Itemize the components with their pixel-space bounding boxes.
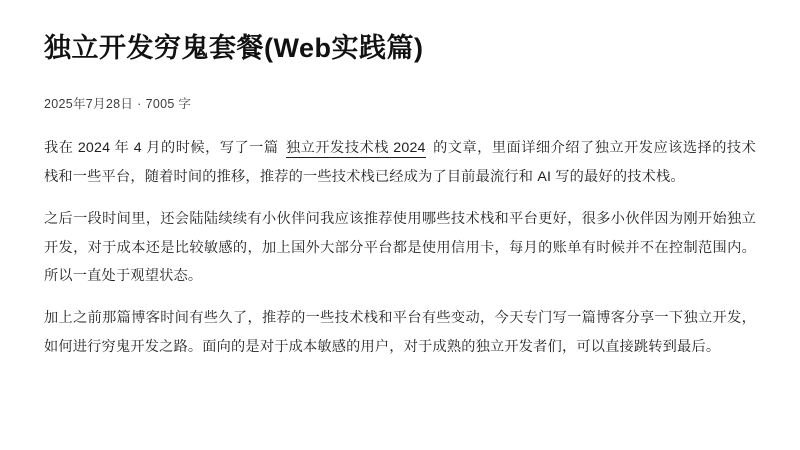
paragraph-text: 之后一段时间里，还会陆陆续续有小伙伴问我应该推荐使用哪些技术栈和平台更好，很多小伙伴因为刚开始独立开发，对于成本还是比较敏感的，加上国外大部分平台都是使用信用卡，每月的账单有时候并不在控制范围内。所以一直处于观望状态。 <box>44 211 756 285</box>
word-count: 7005 字 <box>145 97 192 112</box>
paragraph-text: 的文章，里面详细介绍了独立开发应该选择的技术栈和一些平台，随着时间的推移，推荐的一些技术栈已经成为了目前最流行和 AI 写的最好的技术栈。 <box>44 140 757 185</box>
paragraph-text: 加上之前那篇博客时间有些久了，推荐的一些技术栈和平台有些变动，今天专门写一篇博客分享一下独立开发，如何进行穷鬼开发之路。面向的是对于成本敏感的用户，对于成熟的独立开发者们，可以直接跳转到最后。 <box>44 310 756 355</box>
publish-date: 2025年7月28日 <box>44 97 134 112</box>
paragraph <box>44 304 756 361</box>
tech-stack-2024-link[interactable]: 独立开发技术栈 2024 <box>285 140 426 157</box>
article-meta <box>44 94 756 112</box>
page-title: 独立开发穷鬼套餐(Web实践篇) <box>44 33 424 63</box>
paragraph <box>44 205 756 290</box>
meta-separator: · <box>137 97 142 112</box>
paragraph <box>44 134 756 191</box>
paragraph-text: 我在 2024 年 4 月的时候，写了一篇 <box>44 140 283 157</box>
article-body <box>44 134 756 361</box>
